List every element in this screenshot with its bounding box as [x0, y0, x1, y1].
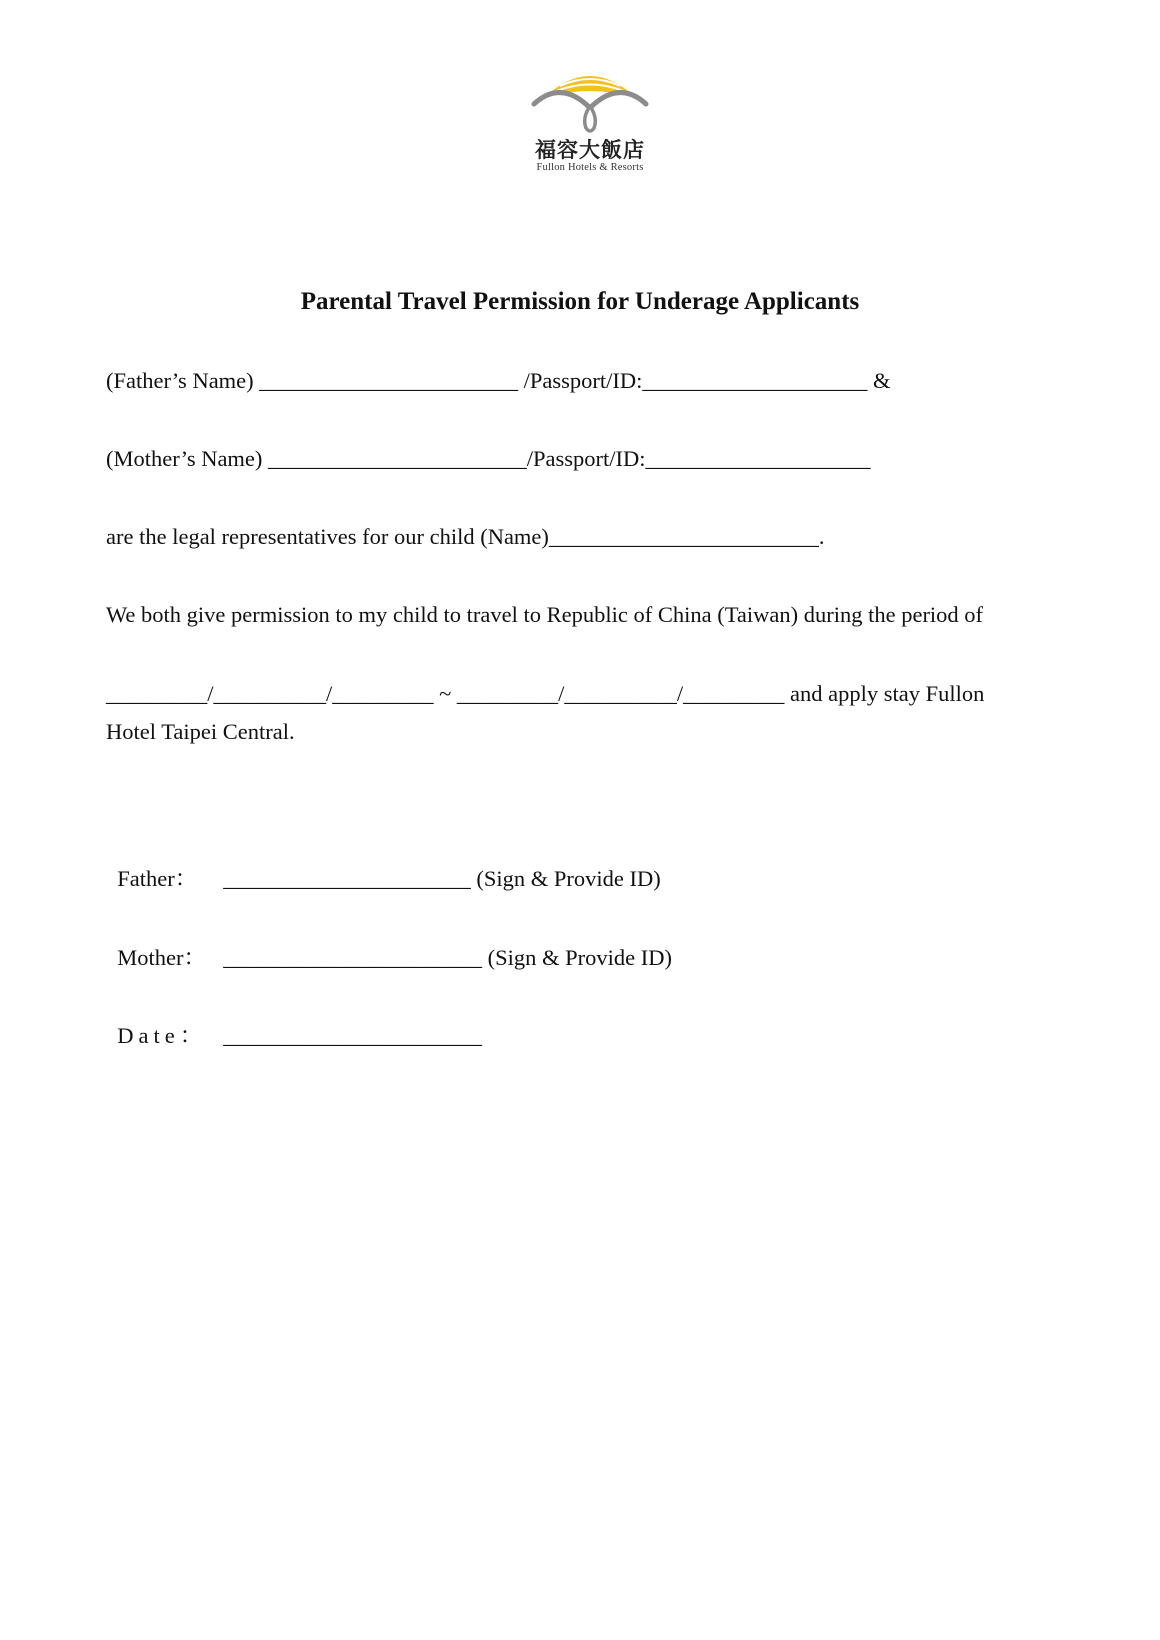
- document-title: Parental Travel Permission for Underage Applicants: [300, 288, 860, 315]
- date-label: Date：: [117, 1023, 208, 1048]
- mother-signature-blank: _______________________ (Sign & Provide ID): [223, 945, 672, 970]
- child-name-line: are the legal representatives for our child (Name)________________________.: [106, 524, 825, 549]
- father-signature-line: [106, 834, 661, 894]
- date-blank: _______________________: [223, 1023, 482, 1048]
- hotel-logo: [510, 68, 670, 188]
- travel-dates-line: _________/__________/_________ ~ _________/__________/_________ and apply stay Fullon: [106, 681, 985, 706]
- father-signature-label: Father：: [117, 866, 198, 891]
- father-name-line: (Father’s Name) _______________________ /Passport/ID:____________________ &: [106, 368, 891, 393]
- mother-name-line: (Mother’s Name) _______________________/Passport/ID:____________________: [106, 446, 871, 471]
- permission-line: We both give permission to my child to travel to Republic of China (Taiwan) during the period of: [106, 602, 984, 627]
- logo-english-name: Fullon Hotels & Resorts: [536, 162, 644, 173]
- mother-signature-label: Mother：: [117, 945, 206, 970]
- logo-chinese-name: 福容大飯店: [535, 138, 645, 162]
- mother-signature-line: [106, 913, 672, 973]
- ginkgo-leaf-icon: [530, 68, 650, 136]
- date-signature-line: [106, 991, 482, 1051]
- hotel-line: Hotel Taipei Central.: [106, 719, 295, 744]
- father-signature-blank: ______________________ (Sign & Provide ID): [223, 866, 661, 891]
